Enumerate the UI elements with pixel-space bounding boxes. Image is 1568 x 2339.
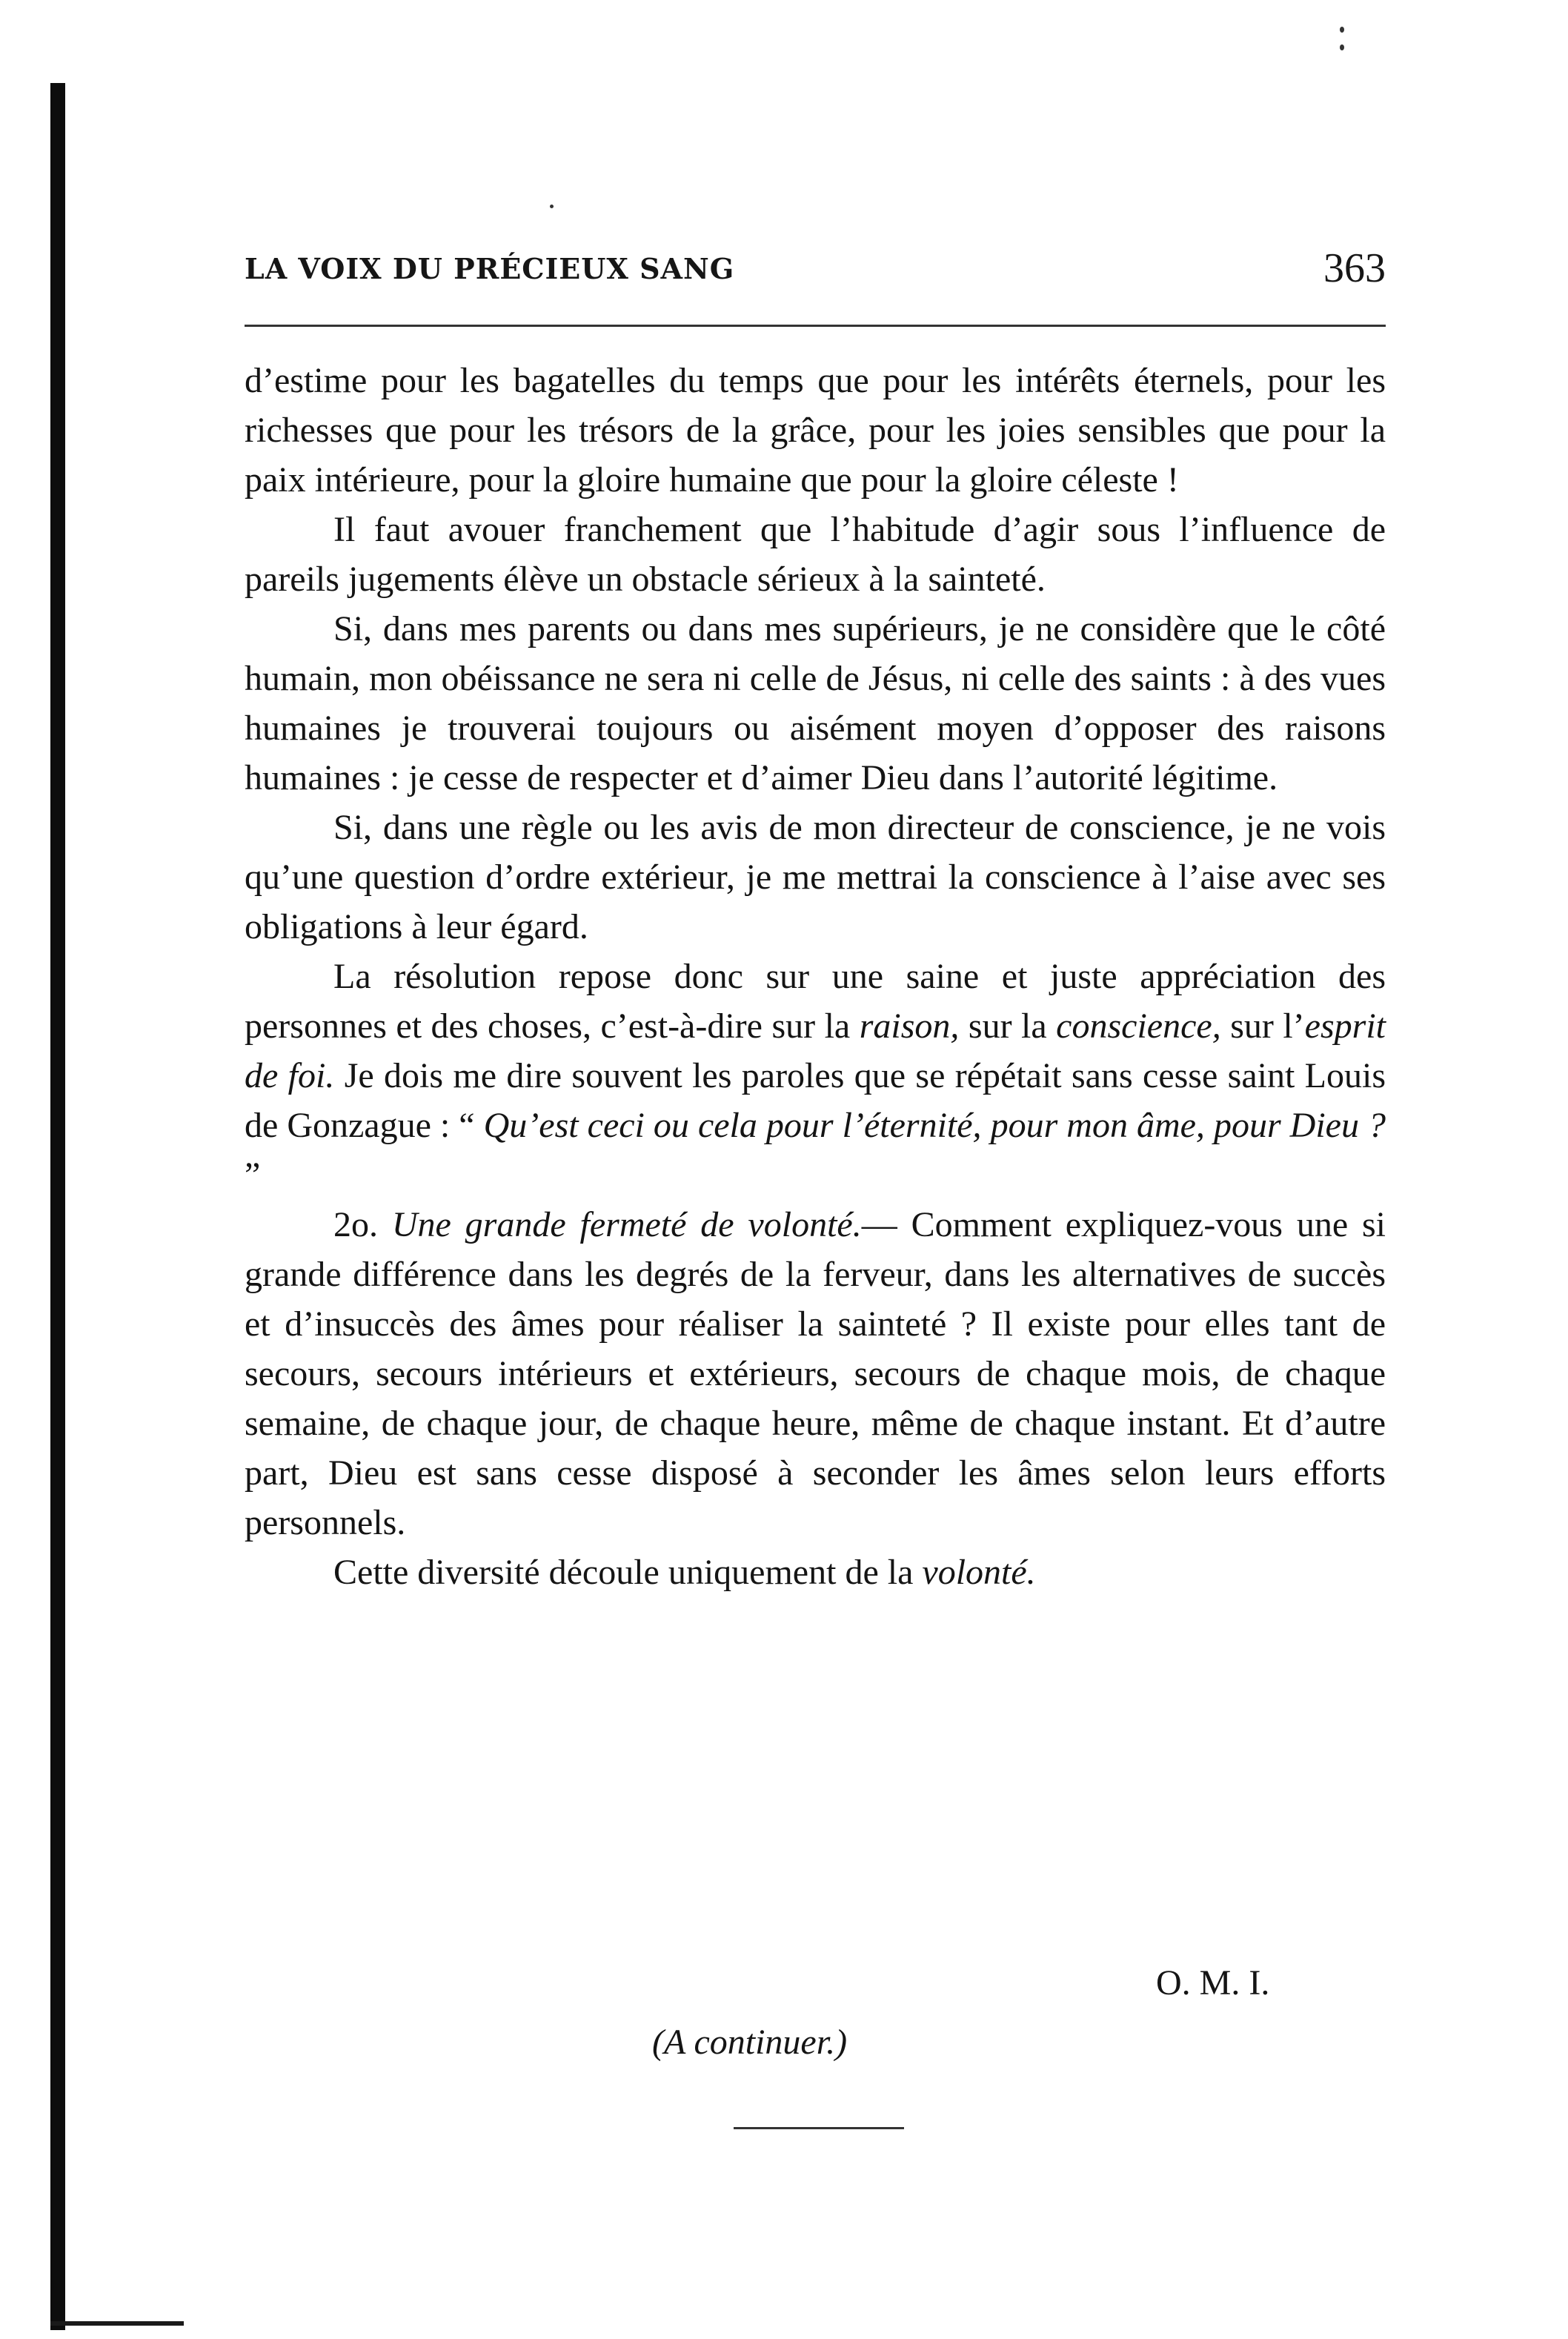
paragraph	[245, 505, 1386, 604]
text-run: sur l’	[1220, 1006, 1305, 1046]
text-run: Si, dans mes parents ou dans mes supérieurs, je ne considère que le côté humain, mon obéissance ne sera ni celle de Jésus, ni celle des saints : à des vues humaines je trouverai toujours ou aisément moyen d’opposer des raisons humaines : je cesse de respecter et d’aimer Dieu dans l’autorité légitime.	[245, 609, 1386, 797]
paragraph	[245, 1547, 1386, 1597]
text-run: ”	[245, 1155, 261, 1195]
italic-text: Une grande fermeté de volonté.	[391, 1205, 862, 1244]
paragraph	[245, 604, 1386, 803]
page-binding-foot	[50, 2321, 184, 2326]
text-run: Je dois me dire souvent les paroles que se répétait sans cesse saint Louis de Gonzague : “	[245, 1056, 1386, 1145]
signature: O. M. I.	[1156, 1963, 1270, 2003]
speck	[1340, 27, 1344, 33]
italic-text: esprit de foi.	[245, 1006, 1386, 1095]
paragraph	[245, 952, 1386, 1200]
text-run: Si, dans une règle ou les avis de mon directeur de conscience, je ne vois qu’une question d’ordre extérieur, je me mettrai la conscience à l’aise avec ses obligations à leur égard.	[245, 808, 1386, 946]
running-head	[245, 239, 1386, 298]
text-run: d’estime pour les bagatelles du temps que pour les intérêts éternels, pour les richesses que pour les trésors de la grâce, pour les joies sensibles que pour la paix intérieure, pour la gloire humaine que pour la gloire céleste !	[245, 361, 1386, 500]
paragraph	[245, 356, 1386, 505]
italic-text: conscience,	[1056, 1006, 1221, 1046]
body-text	[245, 356, 1386, 1597]
paragraph	[245, 1200, 1386, 1547]
text-run: Cette diversité découle uniquement de la	[333, 1553, 923, 1592]
paragraph	[245, 803, 1386, 952]
text-run: 2o.	[333, 1205, 392, 1244]
italic-text: raison,	[859, 1006, 960, 1046]
text-run: Il faut avouer franchement que l’habitude d’agir sous l’influence de pareils jugements élève un obstacle sérieux à la sainteté.	[245, 510, 1386, 599]
text-run: — Comment expliquez-vous une si grande différence dans les degrés de la ferveur, dans les alternatives de succès et d’insuccès des âmes pour réaliser la sainteté ? Il existe pour elles tant de secours, secours intérieurs et extérieurs, secours de chaque mois, de chaque semaine, de chaque jour, de chaque heure, même de chaque instant. Et d’autre part, Dieu est sans cesse disposé à seconder les âmes selon leurs efforts personnels.	[245, 1205, 1386, 1542]
header-rule	[245, 325, 1386, 327]
end-rule	[734, 2127, 904, 2129]
page-binding-edge	[50, 83, 65, 2330]
text-run: sur la	[959, 1006, 1057, 1046]
speck	[550, 205, 554, 208]
italic-text: volonté.	[922, 1553, 1036, 1592]
text-run: La résolution repose donc sur une saine et juste appréciation des personnes et des choses, c’est-à-dire sur la	[245, 957, 1386, 1046]
running-head-title: LA VOIX DU PRÉCIEUX SANG	[245, 251, 735, 285]
italic-text: Qu’est ceci ou cela pour l’éternité, pour mon âme, pour Dieu ?	[483, 1106, 1386, 1145]
page-number: 363	[1323, 245, 1386, 291]
speck	[1340, 44, 1344, 50]
continue-note: (A continuer.)	[652, 2023, 848, 2062]
